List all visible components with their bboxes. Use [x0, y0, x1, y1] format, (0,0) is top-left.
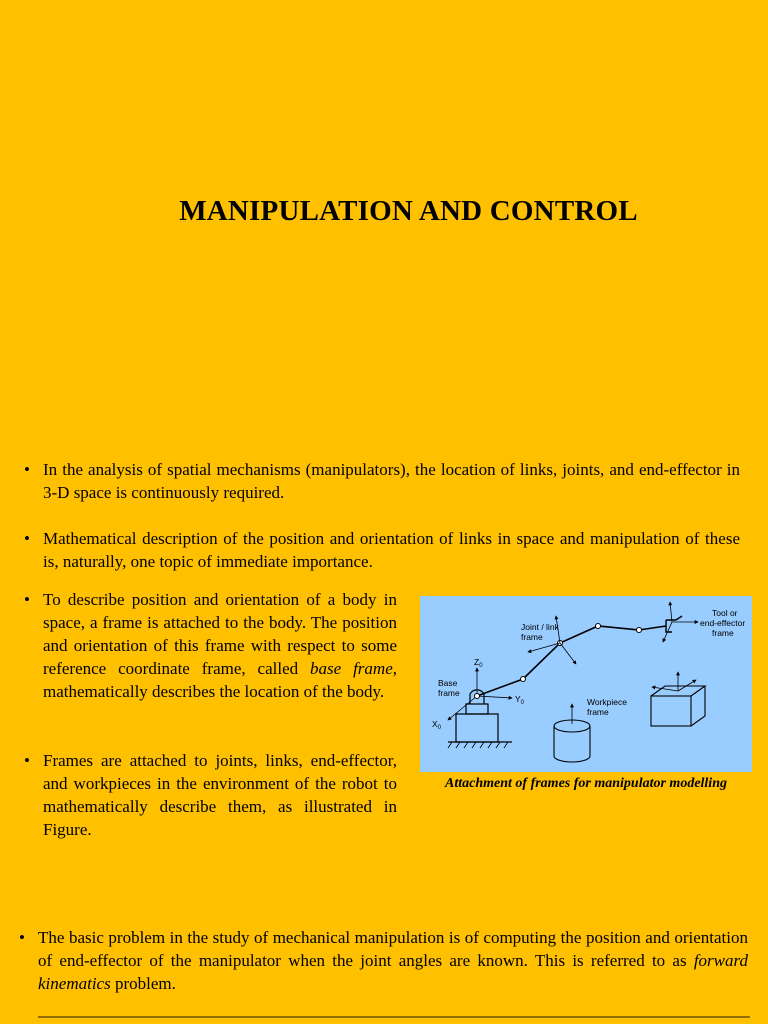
- joint-5: [637, 628, 642, 633]
- axis-subscript: 0: [437, 725, 442, 731]
- bullet-describe-position: [43, 588, 397, 703]
- label-joint-link: frame: [521, 632, 543, 642]
- slide-title: MANIPULATION AND CONTROL: [179, 195, 638, 227]
- bullet-glyph: •: [19, 928, 25, 947]
- joint-frame-axis-c: [560, 643, 576, 664]
- base-y-axis: [477, 696, 512, 698]
- cutoff-text-line: [38, 1014, 750, 1020]
- joint-1: [475, 694, 480, 699]
- bullet-forward-kinematics: [38, 926, 748, 995]
- axis-subscript: 0: [520, 700, 525, 706]
- axis-letter: Z: [474, 657, 480, 667]
- label-joint-link: Joint / link: [521, 622, 559, 632]
- bullet-text: problem.: [110, 974, 176, 993]
- label-base-frame: Base: [438, 678, 458, 688]
- base-x-axis: [448, 696, 477, 720]
- label-base-frame: frame: [438, 688, 460, 698]
- bullet-text: , mathematically describes the location of the body.: [43, 659, 397, 701]
- label-workpiece: frame: [587, 707, 609, 717]
- tool-axis-a: [670, 602, 672, 622]
- bullet-glyph: •: [24, 460, 30, 479]
- label-tool: Tool or: [712, 608, 738, 618]
- term-forward-kinematics: forward kinematics: [38, 951, 748, 993]
- bullet-text: To describe position and orientation of a body in space, a frame is attached to the body. The position and orientation of this frame with respect to some reference coordinate frame, called: [43, 590, 397, 678]
- label-y0: [515, 694, 525, 706]
- joint-2: [521, 677, 526, 682]
- joint-4: [596, 624, 601, 629]
- bullet-glyph: •: [24, 590, 30, 609]
- axis-letter: Y: [515, 694, 521, 704]
- label-tool: end-effector: [700, 618, 746, 628]
- bullet-analysis-spatial: In the analysis of spatial mechanisms (manipulators), the location of links, joints, and end-effector in 3-D space is continuously required.: [43, 460, 740, 502]
- figure-caption: Attachment of frames for manipulator modelling: [445, 776, 727, 791]
- bullet-glyph: •: [24, 751, 30, 770]
- label-z0: [474, 657, 483, 669]
- robot-arm-links: [477, 626, 666, 696]
- axis-subscript: 0: [479, 663, 483, 669]
- bullet-frames-attached: Frames are attached to joints, links, end-effector, and workpieces in the environment of the robot to mathematically describe them, as illustrated in Figure.: [43, 751, 397, 839]
- label-x0: [432, 719, 442, 731]
- robot-base: [456, 714, 498, 742]
- label-workpiece: Workpiece: [587, 697, 627, 707]
- manipulator-frames-figure: [420, 596, 752, 772]
- robot-base-top: [466, 704, 488, 714]
- manipulator-diagram: [420, 596, 752, 772]
- cutoff-stroke: [38, 1016, 750, 1018]
- bullet-mathematical-description: Mathematical description of the position and orientation of links in space and manipulation of these is, naturally, one topic of immediate importance.: [43, 529, 740, 571]
- bullet-text: The basic problem in the study of mechanical manipulation is of computing the position and orientation of end-effector of the manipulator when the joint angles are known. This is referred to as: [38, 928, 748, 970]
- ground-hatch: [448, 742, 512, 748]
- label-tool: frame: [712, 628, 734, 638]
- bullet-glyph: •: [24, 529, 30, 548]
- box-object: [651, 686, 705, 726]
- box-axis-b: [652, 687, 678, 691]
- axis-letter: X: [432, 719, 438, 729]
- term-base-frame: base frame: [310, 659, 393, 678]
- cylinder-workpiece: [554, 720, 590, 762]
